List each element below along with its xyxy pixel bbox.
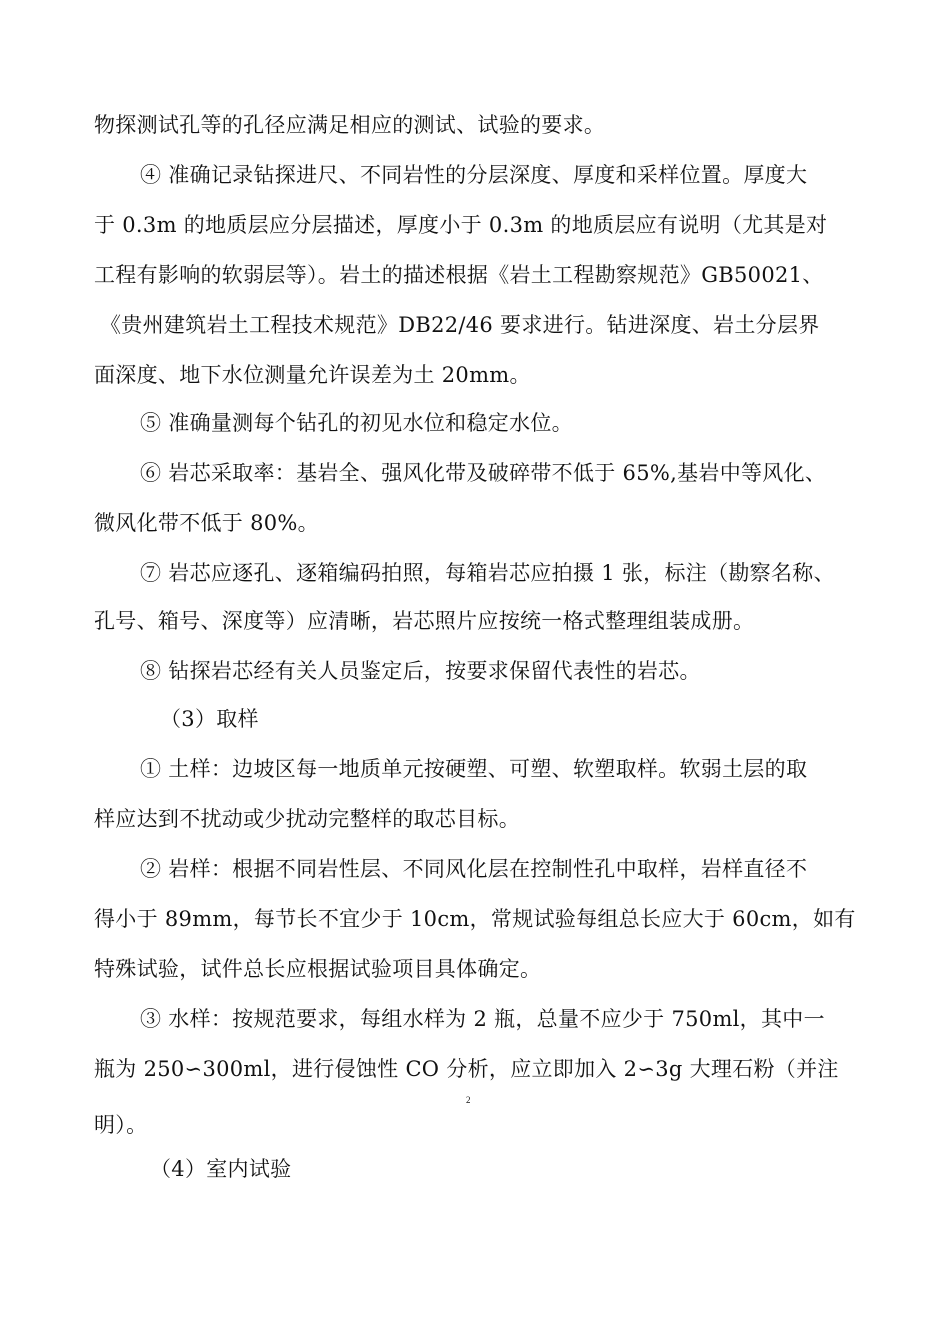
paragraph-line: ② 岩样：根据不同岩性层、不同风化层在控制性孔中取样，岩样直径不 (140, 857, 808, 881)
paragraph-line: 孔号、箱号、深度等）应清晰，岩芯照片应按统一格式整理组装成册。 (94, 609, 755, 633)
paragraph-line: ⑦ 岩芯应逐孔、逐箱编码拍照，每箱岩芯应拍摄 1 张，标注（勘察名称、 (140, 561, 835, 585)
section-heading: （3）取样 (160, 707, 259, 731)
paragraph-line: 微风化带不低于 80%。 (94, 511, 319, 535)
paragraph-line: 明）。 (94, 1113, 148, 1137)
paragraph-line: ① 土样：边坡区每一地质单元按硬塑、可塑、软塑取样。软弱土层的取 (140, 757, 808, 781)
paragraph-line: 样应达到不扰动或少扰动完整样的取芯目标。 (94, 807, 520, 831)
paragraph-line: ⑧ 钻探岩芯经有关人员鉴定后，按要求保留代表性的岩芯。 (140, 659, 701, 683)
paragraph-line: 物探测试孔等的孔径应满足相应的测试、试验的要求。 (94, 113, 606, 137)
paragraph-line: 工程有影响的软弱层等）。岩土的描述根据《岩土工程勘察规范》GB50021、 (94, 263, 824, 287)
paragraph-line: ④ 准确记录钻探进尺、不同岩性的分层深度、厚度和采样位置。厚度大 (140, 163, 808, 187)
paragraph-line: ⑤ 准确量测每个钻孔的初见水位和稳定水位。 (140, 411, 573, 435)
paragraph-line: ⑥ 岩芯采取率：基岩全、强风化带及破碎带不低于 65%,基岩中等风化、 (140, 461, 827, 485)
paragraph-line: 瓶为 250∽300ml，进行侵蚀性 CO 分析，应立即加入 2∽3g 大理石粉（并注 (94, 1057, 839, 1081)
section-heading: （4）室内试验 (150, 1157, 292, 1181)
paragraph-line: 于 0.3m 的地质层应分层描述，厚度小于 0.3m 的地质层应有说明（尤其是对 (94, 213, 828, 237)
paragraph-line: 面深度、地下水位测量允许误差为土 20mm。 (94, 363, 531, 387)
paragraph-line: 《贵州建筑岩土工程技术规范》DB22/46 要求进行。钻进深度、岩土分层界 (100, 313, 820, 337)
subscript-2: 2 (466, 1095, 471, 1105)
paragraph-line: ③ 水样：按规范要求，每组水样为 2 瓶，总量不应少于 750ml，其中一 (140, 1007, 825, 1031)
paragraph-line: 特殊试验，试件总长应根据试验项目具体确定。 (94, 957, 542, 981)
paragraph-line: 得小于 89mm，每节长不宜少于 10cm，常规试验每组总长应大于 60cm，如有 (94, 907, 856, 931)
